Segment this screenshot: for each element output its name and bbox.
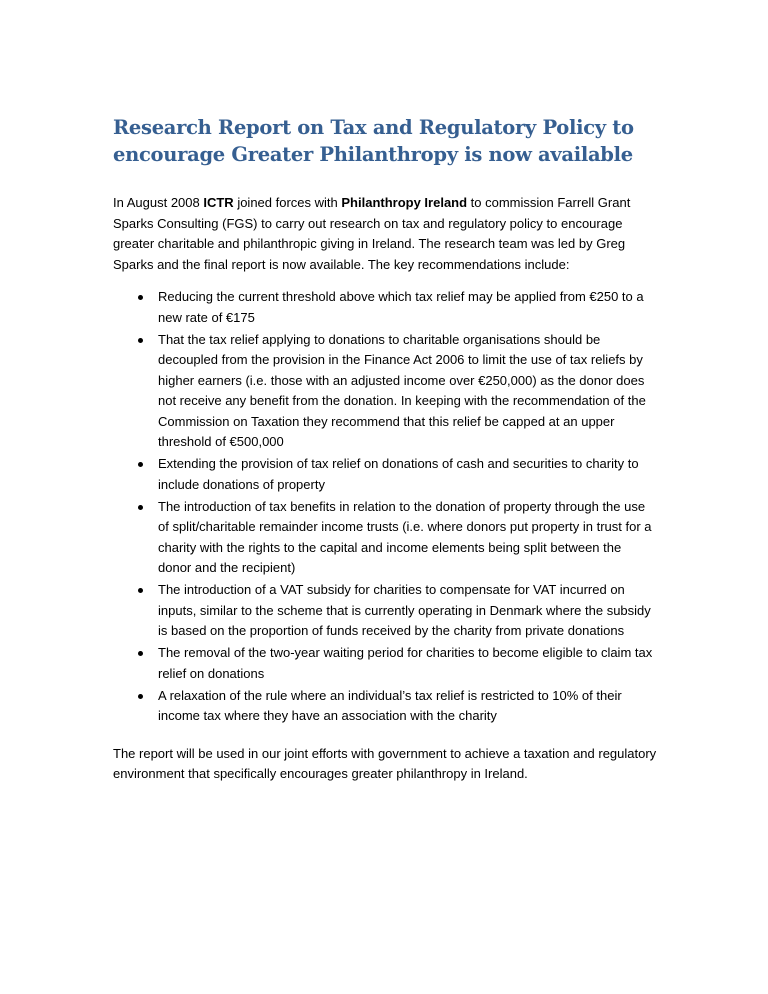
list-item <box>113 330 658 453</box>
org-philanthropy-ireland: Philanthropy Ireland <box>341 195 468 210</box>
list-item <box>113 454 658 495</box>
closing-paragraph: The report will be used in our joint efforts with government to achieve a taxation and regulatory environment that specifically encourages greater philanthropy in Ireland. <box>113 745 657 781</box>
bullet-icon <box>138 295 143 300</box>
list-item-text: The removal of the two-year waiting period for charities to become eligible to claim tax relief on donations <box>158 645 653 681</box>
list-item-text: Reducing the current threshold above which tax relief may be applied from €250 to a new rate of €175 <box>158 289 644 325</box>
org-ictr: ICTR <box>203 195 234 210</box>
list-item <box>113 580 658 642</box>
bullet-icon <box>138 694 143 699</box>
bullet-icon <box>138 462 143 467</box>
bullet-icon <box>138 651 143 656</box>
recommendations-list <box>113 287 658 727</box>
list-item <box>113 497 658 579</box>
list-item-text: That the tax relief applying to donations to charitable organisations should be decoupled from the provision in the Finance Act 2006 to limit the use of tax reliefs by higher earners (i.e. those with an adjusted income over €250,000) as the donor does not receive any benefit from the donation. In keeping with the recommendation of the Commission on Taxation they recommend that this relief be capped at an upper threshold of €500,000 <box>158 331 646 449</box>
page-title: Research Report on Tax and Regulatory Policy to encourage Greater Philanthropy is now available <box>113 116 634 166</box>
intro-text-1: In August 2008 <box>113 195 204 210</box>
list-item <box>113 287 658 328</box>
list-item-text: The introduction of tax benefits in relation to the donation of property through the use of split/charitable remainder income trusts (i.e. where donors put property in trust for a charity with the rights to the capital and income elements being split between the donor and the recipient) <box>158 498 652 575</box>
bullet-icon <box>138 505 143 510</box>
intro-text-3: to commission Farrell Grant Sparks Consulting (FGS) to carry out research on tax and regulatory policy to encourage greater charitable and philanthropic giving in Ireland. The research team was led by Greg Sparks and the final report is now available. The key recommendations include: <box>113 195 631 272</box>
bullet-icon <box>138 338 143 343</box>
list-item <box>113 643 658 684</box>
list-item-text: A relaxation of the rule where an individual’s tax relief is restricted to 10% of their income tax where they have an association with the charity <box>158 687 622 723</box>
bullet-icon <box>138 588 143 593</box>
list-item <box>113 686 658 727</box>
document-page <box>113 114 658 785</box>
list-item-text: The introduction of a VAT subsidy for charities to compensate for VAT incurred on inputs, similar to the scheme that is currently operating in Denmark where the subsidy is based on the proportion of funds received by the charity from private donations <box>158 582 651 638</box>
list-item-text: Extending the provision of tax relief on donations of cash and securities to charity to include donations of property <box>158 456 639 492</box>
intro-paragraph <box>113 193 658 275</box>
intro-text-2: joined forces with <box>233 195 342 210</box>
